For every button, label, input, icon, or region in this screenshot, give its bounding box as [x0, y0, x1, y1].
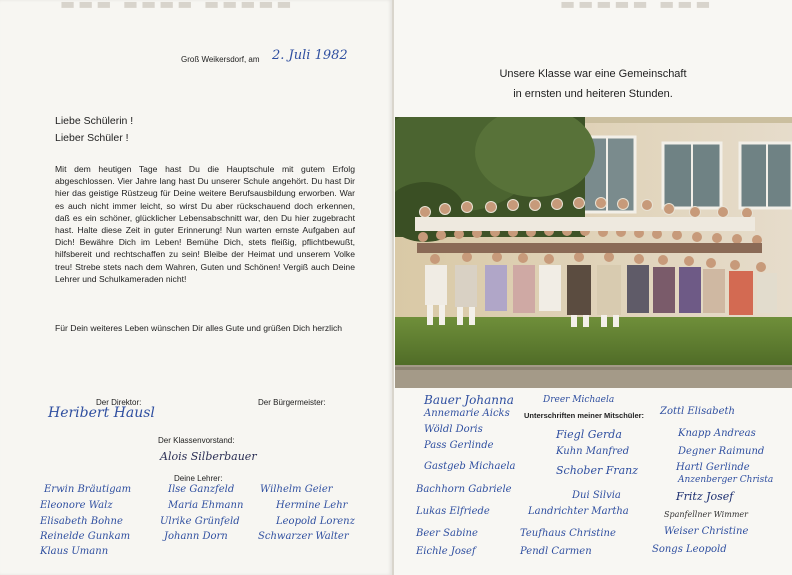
classmate-signature: Schober Franz [556, 464, 639, 477]
classmate-signature: Eichle Josef [416, 546, 476, 557]
classmate-signature: Hartl Gerlinde [676, 462, 750, 473]
salutation-male: Lieber Schüler ! [55, 132, 129, 144]
teacher-signature: Leopold Lorenz [276, 516, 355, 527]
classmate-signature: Pendl Carmen [520, 546, 592, 557]
teacher-signature: Maria Ehmann [168, 500, 244, 511]
classmate-signature: Lukas Elfriede [416, 506, 490, 517]
teacher-signature: Erwin Bräutigam [44, 484, 132, 495]
director-label: Der Direktor: [96, 398, 142, 407]
teacher-signature: Hermine Lehr [276, 500, 348, 511]
mayor-label: Der Bürgermeister: [258, 398, 326, 407]
class-teacher-signature: Alois Silberbauer [160, 450, 257, 463]
classmate-signature: Degner Raimund [678, 446, 765, 457]
teacher-signature: Ulrike Grünfeld [160, 516, 240, 527]
classmate-signature: Landrichter Martha [528, 506, 629, 517]
bleed-through-text: ▬▬▬▬▬ ▬▬▬ [560, 0, 714, 13]
salutation-female: Liebe Schülerin ! [55, 115, 134, 127]
classmate-signature: Kuhn Manfred [556, 446, 630, 457]
right-heading-line-2: in ernsten und heiteren Stunden. [513, 88, 673, 100]
classmate-signature: Zottl Elisabeth [660, 406, 735, 417]
classmate-signature: Songs Leopold [652, 544, 727, 555]
classmate-signature: Wöldl Doris [424, 424, 483, 435]
classmate-signature: Bachhorn Gabriele [416, 484, 512, 495]
date-handwritten: 2. Juli 1982 [272, 48, 348, 63]
classmates-label: Unterschriften meiner Mitschüler: [524, 411, 645, 420]
classmate-signature: Gastgeb Michaela [424, 461, 516, 472]
classmate-signature: Bauer Johanna [424, 393, 514, 407]
classmate-signature: Anzenberger Christa [678, 475, 774, 485]
teacher-signature: Schwarzer Walter [258, 531, 349, 542]
teacher-signature: Johann Dorn [164, 531, 228, 542]
bleed-through-text: ▬▬▬ ▬▬▬▬ ▬▬▬▬▬ [60, 0, 295, 13]
classmate-signature: Pass Gerlinde [424, 440, 494, 451]
class-photo-image [395, 117, 792, 388]
letter-body: Mit dem heutigen Tage hast Du die Hauptschule mit gutem Erfolg abgeschlossen. Vier Jahre lang hast Du unserer Schule angehört. Du hast Dir hier das geistige Rüstzeug für Deine weitere Berufsausbildung erworben. War es auch nicht immer leicht, so wirst Du aber rückschauend doch erkennen, daß es ein schöner, glücklicher Lebensabschnitt war, den Du hier zugebracht hast. Halte diese Zeit in guter Erinnerung! Nun warten ernste Aufgaben auf Dich! Bewähre Dich im Leben! Bemühe Dich, stets fleißig, pflichtbewußt, hilfsbereit und rechtschaffen zu sein! Bleibe der Heimat und unserem Volke treu! Strebe stets nach dem Wahren, Guten und Schönen! Vergiß auch Deine Lehrer und Schulkameraden nicht! [55, 164, 355, 284]
place-date-prefix: Groß Weikersdorf, am [181, 55, 260, 64]
classmate-signature: Spanfellner Wimmer [664, 510, 748, 519]
teacher-signature: Ilse Ganzfeld [168, 484, 235, 495]
director-signature: Heribert Hausl [48, 405, 155, 421]
teachers-label: Deine Lehrer: [174, 474, 223, 483]
right-heading-line-1: Unsere Klasse war eine Gemeinschaft [499, 68, 687, 80]
classmate-signature: Fritz Josef [676, 490, 734, 503]
class-photo [395, 117, 792, 388]
teacher-signature: Elisabeth Bohne [40, 516, 123, 527]
teacher-signature: Klaus Umann [40, 546, 109, 557]
classmate-signature: Annemarie Aicks [424, 408, 510, 419]
classmate-signature: Teufhaus Christine [520, 528, 616, 539]
teacher-signature: Wilhelm Geier [260, 484, 333, 495]
classmate-signature: Knapp Andreas [678, 428, 756, 439]
classmate-signature: Dreer Michaela [543, 395, 615, 405]
classmate-signature: Weiser Christine [664, 526, 749, 537]
class-teacher-label: Der Klassenvorstand: [158, 436, 235, 445]
classmate-signature: Dui Silvia [572, 490, 621, 501]
letter-closing: Für Dein weiteres Leben wünschen Dir alles Gute und grüßen Dich herzlich [55, 323, 343, 333]
teacher-signature: Reinelde Gunkam [40, 531, 131, 542]
classmate-signature: Fiegl Gerda [556, 428, 622, 441]
teacher-signature: Eleonore Walz [40, 500, 113, 511]
classmate-signature: Beer Sabine [416, 528, 478, 539]
